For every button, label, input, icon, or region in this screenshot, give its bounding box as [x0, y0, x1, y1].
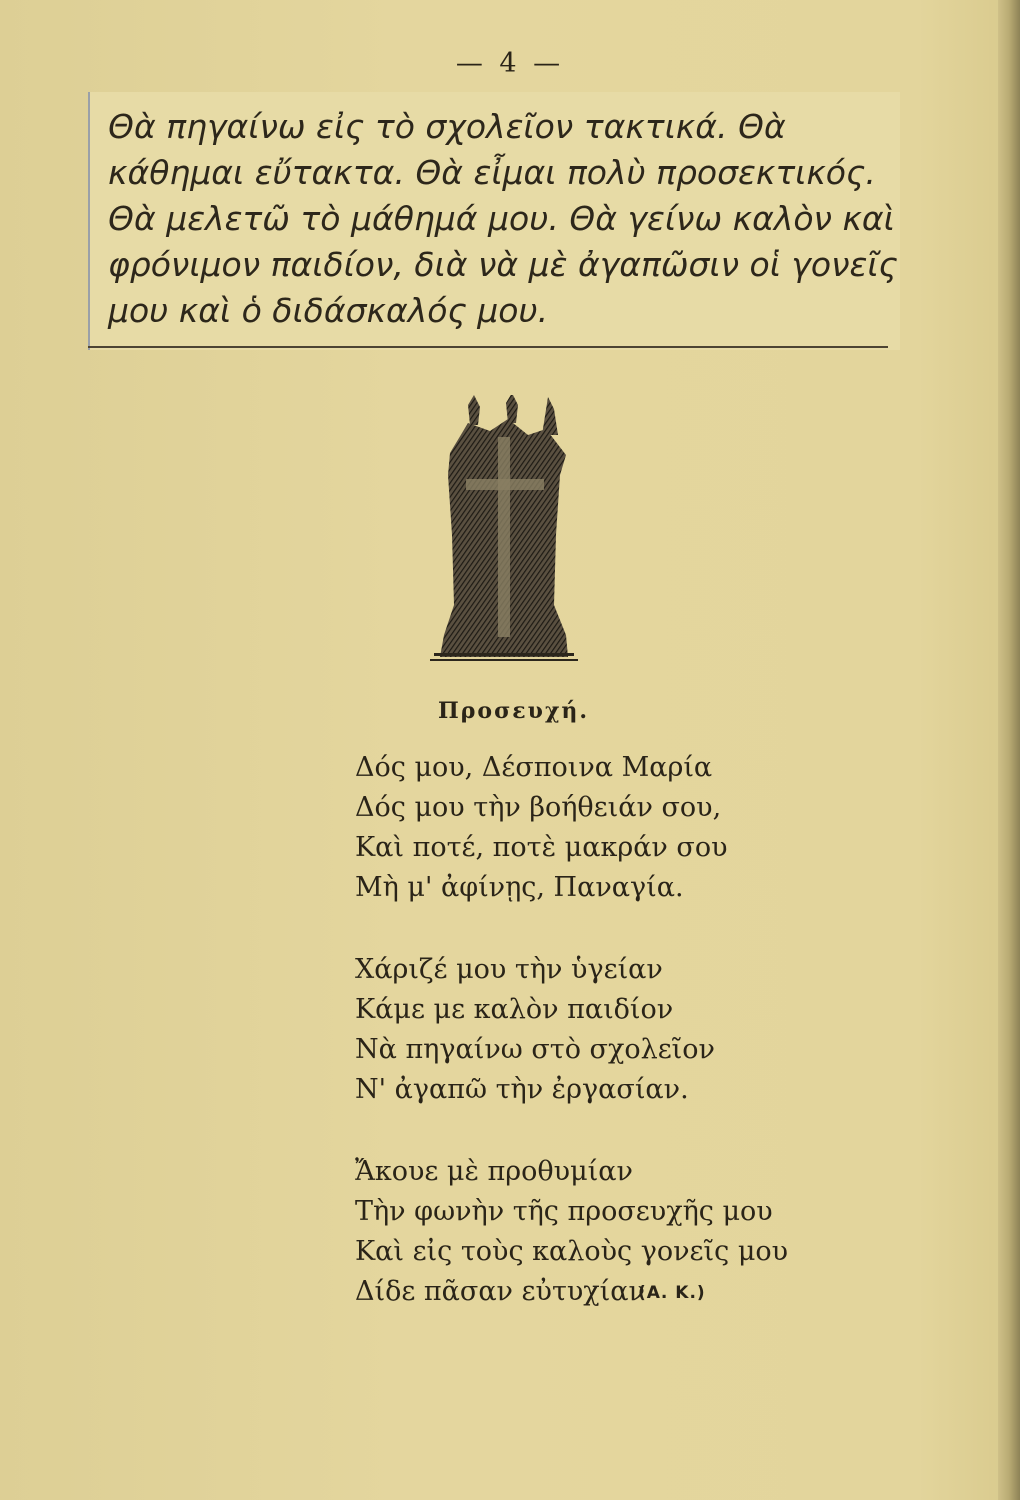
poem-line: Καὶ ποτέ, ποτὲ μακράν σου [355, 832, 728, 863]
cross-emblem-icon [428, 395, 578, 667]
poem-line: Νὰ πηγαίνω στὸ σχολεῖον [355, 1034, 715, 1065]
poem-line: Καὶ εἰς τοὺς καλοὺς γονεῖς μου [355, 1236, 789, 1267]
intro-paragraph [108, 104, 908, 334]
poem-line: Χάριζέ μου τὴν ὑγείαν [355, 954, 663, 985]
intro-line: μου καὶ ὁ διδάσκαλός μου. [108, 291, 549, 330]
poem-line: Ἄκουε μὲ προθυμίαν [355, 1156, 633, 1187]
poem-line: Δίδε πᾶσαν εὐτυχίαν [355, 1276, 645, 1307]
intro-line: Θὰ πηγαίνω εἰς τὸ σχολεῖον τακτικά. Θὰ [108, 107, 786, 146]
poem-body [355, 748, 789, 1354]
page-number: — 4 — [455, 48, 565, 79]
section-divider [88, 346, 888, 348]
poem-line: Δός μου, Δέσποινα Μαρία [355, 752, 713, 783]
poem-stanza [355, 1152, 789, 1312]
intro-line: Θὰ μελετῶ τὸ μάθημά μου. Θὰ γείνω καλὸν καὶ [108, 199, 895, 238]
intro-line: κάθημαι εὔτακτα. Θὰ εἶμαι πολὺ προσεκτικός. [108, 153, 876, 192]
poem-line: Δός μου τὴν βοήθειάν σου, [355, 792, 722, 823]
poem-signature: (Α. Κ.) [638, 1283, 706, 1303]
intro-line: φρόνιμον παιδίον, διὰ νὰ μὲ ἀγαπῶσιν οἱ γονεῖς [108, 245, 898, 284]
book-spine-edge [998, 0, 1020, 1500]
poem-line: Κάμε με καλὸν παιδίον [355, 994, 674, 1025]
poem-stanza [355, 748, 775, 908]
poem-line: Τὴν φωνὴν τῆς προσευχῆς μου [355, 1196, 773, 1227]
poem-line: Ν' ἀγαπῶ τὴν ἐργασίαν. [355, 1074, 689, 1105]
poem-stanza [355, 950, 775, 1110]
poem-line: Μὴ μ' ἀφίνῃς, Παναγία. [355, 872, 684, 903]
poem-title: Προσευχή. [438, 698, 590, 724]
